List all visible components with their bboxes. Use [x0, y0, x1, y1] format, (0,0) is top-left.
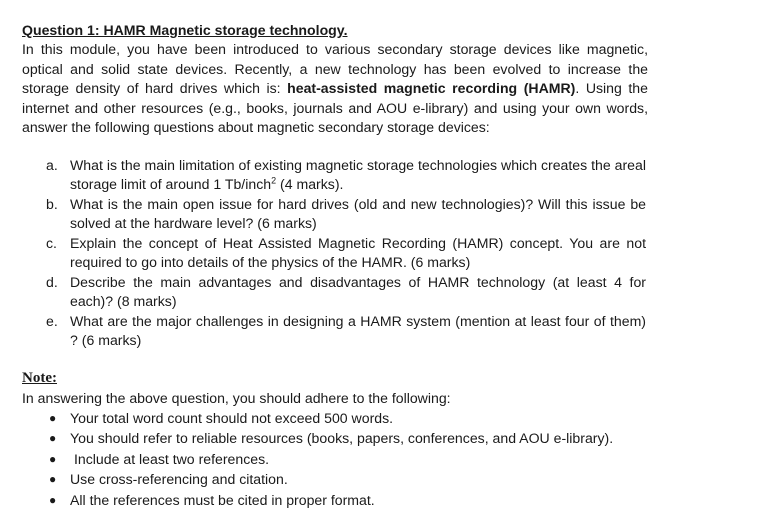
question-item-e	[46, 312, 646, 351]
question-title: Question 1: HAMR Magnetic storage technology.	[22, 22, 348, 38]
bullet-text: All the references must be cited in proper format.	[70, 491, 375, 508]
list-item	[49, 428, 648, 449]
bullet-text: Your total word count should not exceed 500 words.	[70, 409, 394, 426]
question-text-part: (4 marks).	[276, 176, 344, 192]
question-letter: e.	[46, 312, 58, 329]
question-item-d	[46, 273, 646, 312]
bullet-icon: ●	[49, 472, 57, 486]
intro-paragraph	[22, 40, 648, 138]
question-text: Explain the concept of Heat Assisted Magnetic Recording (HAMR) concept. You are not required to go into details of the physics of the HAMR. (6 marks)	[70, 234, 646, 270]
bullet-text: You should refer to reliable resources (books, papers, conferences, and AOU e-library).	[70, 430, 614, 446]
bullet-icon: ●	[49, 410, 57, 425]
question-item-c	[46, 234, 646, 273]
superscript: 2	[271, 175, 277, 186]
question-text: What are the major challenges in designing a HAMR system (mention at least four of them) ? (6 marks)	[70, 312, 646, 348]
bullet-text: Include at least two references.	[74, 450, 270, 467]
bullet-text: Use cross-referencing and citation.	[70, 471, 288, 487]
list-item	[49, 490, 648, 511]
bullet-icon: ●	[49, 451, 57, 466]
question-list	[22, 156, 646, 351]
note-bullet-list	[22, 408, 648, 511]
question-item-a	[46, 156, 646, 195]
question-item-b	[46, 195, 646, 234]
question-text-part: What is the main limitation of existing magnetic storage technologies which creates the areal storage limit of around 1 Tb/inch	[70, 156, 646, 192]
bullet-icon: ●	[49, 431, 57, 445]
document	[22, 20, 648, 510]
note-intro: In answering the above question, you should adhere to the following:	[22, 389, 451, 406]
question-text: Describe the main advantages and disadvantages of HAMR technology (at least 4 for each)? (8 marks)	[70, 273, 646, 309]
question-text	[70, 156, 646, 195]
bullet-icon: ●	[49, 492, 57, 507]
question-letter: a.	[46, 156, 58, 173]
intro-text-end: . Using the internet and other resources (e.g., books, journals and AOU e-library) and using your own words, answer the following questions about magnetic secondary storage devices:	[22, 80, 648, 135]
list-item	[49, 408, 648, 429]
list-item	[49, 469, 648, 490]
question-letter: c.	[46, 234, 57, 251]
question-letter: b.	[46, 195, 58, 212]
intro-bold-term: heat-assisted magnetic recording (HAMR)	[287, 80, 576, 96]
question-text: What is the main open issue for hard drives (old and new technologies)? Will this issue be solved at the hardware level? (6 marks)	[70, 195, 646, 231]
question-letter: d.	[46, 273, 58, 290]
intro-text: In this module, you have been introduced to various secondary storage devices like magnetic, optical and solid state devices. Recently, a new technology has been evolved to increase the storage density of hard drives which is:	[22, 41, 648, 96]
list-item	[49, 449, 648, 470]
note-heading: Note:	[22, 369, 57, 386]
